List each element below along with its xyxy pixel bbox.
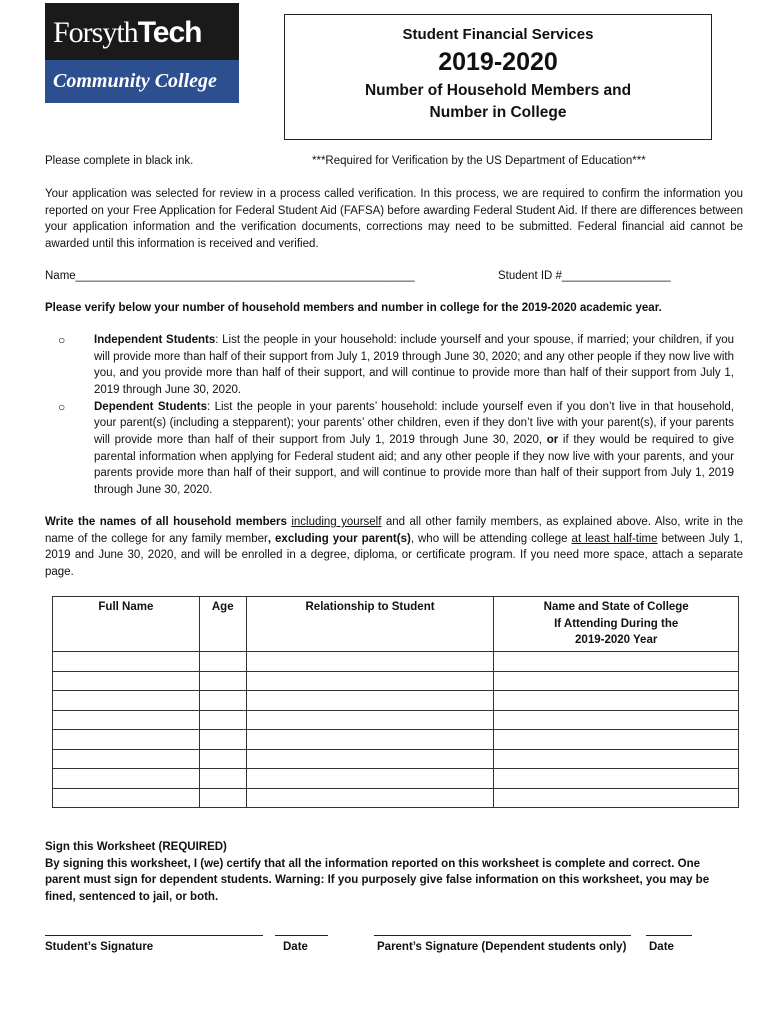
- instructions-text: , who will be attending college: [410, 532, 572, 545]
- table-header-row: [53, 597, 739, 652]
- independent-text: : List the people in your household: include yourself and your spouse, if married; your children, if you will provide more than half of their support from July 1, 2019 through June 30, 2020; and any other people if they now live with you, and you provide more than half of their support, and will continue to provide more than half of their support from July 1, 2019 through June 30, 2020.: [94, 334, 735, 397]
- dependent-text-b: if they would be required to give parental information when applying for Federal student aid; and any other people if they now live with your parents, and your parents provide more than half of their support, and will continue to provide more than half of their support from July 1, 2019 through June 30, 2020.: [94, 434, 734, 497]
- cell[interactable]: [199, 671, 246, 691]
- cell[interactable]: [494, 652, 739, 672]
- col-age: Age: [199, 597, 246, 652]
- cell[interactable]: [494, 671, 739, 691]
- college-header-line: If Attending During the: [554, 617, 679, 630]
- required-note: ***Required for Verification by the US Department of Education***: [312, 155, 646, 167]
- cell[interactable]: [246, 769, 494, 789]
- instructions-text: between July 1, 2019 and June 30, 2020, and will be enrolled in a degree, diploma, or certificate program. If you need more space, attach a separate page.: [45, 532, 743, 579]
- cell[interactable]: [53, 788, 200, 808]
- list-item: [58, 332, 734, 399]
- cell[interactable]: [246, 652, 494, 672]
- instructions-text: and all other family members, as explained above. Also, write in the name of the college for any family member: [45, 516, 743, 545]
- table-row[interactable]: [53, 730, 739, 750]
- cell[interactable]: [246, 788, 494, 808]
- cell[interactable]: [53, 749, 200, 769]
- table-row[interactable]: [53, 652, 739, 672]
- parent-date-label: Date: [649, 941, 674, 953]
- table-row[interactable]: [53, 769, 739, 789]
- cell[interactable]: [199, 788, 246, 808]
- logo-bottom-text: Community College: [53, 70, 217, 92]
- student-signature-line[interactable]: [45, 935, 263, 936]
- instructions-bold: Write the names of all household members: [45, 516, 287, 528]
- independent-title: Independent Students: [94, 334, 216, 346]
- cell[interactable]: [199, 769, 246, 789]
- intro-paragraph: Your application was selected for review in a process called verification. In this process, we are required to confirm the information you reported on your Free Application for Federal Student Aid (FAFSA) before awarding Federal Student Aid. If there are differences between your application information and the verification documents, corrections may need to be submitted. Federal financial aid cannot be awarded until this information is received and verified.: [45, 188, 743, 251]
- student-signature-label: Student’s Signature: [45, 941, 154, 953]
- parent-signature-line[interactable]: [374, 935, 631, 936]
- cell[interactable]: [494, 730, 739, 750]
- list-item: [58, 399, 734, 499]
- or-emphasis: or: [546, 434, 559, 447]
- parent-date-line[interactable]: [646, 935, 692, 936]
- cell[interactable]: [53, 730, 200, 750]
- verify-heading: Please verify below your number of household members and number in college for the 2019-2020 academic year.: [45, 302, 662, 314]
- cell[interactable]: [494, 788, 739, 808]
- cell[interactable]: [246, 691, 494, 711]
- cell[interactable]: [494, 769, 739, 789]
- cell[interactable]: [53, 671, 200, 691]
- table-row[interactable]: [53, 710, 739, 730]
- table-row[interactable]: [53, 749, 739, 769]
- circle-bullet-icon: ○: [58, 399, 66, 414]
- cell[interactable]: [199, 691, 246, 711]
- cell[interactable]: [246, 671, 494, 691]
- excluding-parents: , excluding your parent(s): [267, 532, 411, 545]
- cell[interactable]: [494, 710, 739, 730]
- form-title-line2: Number in College: [429, 104, 567, 122]
- cell[interactable]: [199, 710, 246, 730]
- student-id-field[interactable]: Student ID #_________________: [498, 270, 671, 282]
- cell[interactable]: [199, 749, 246, 769]
- student-type-list: [58, 332, 734, 499]
- dependent-text-a: : List the people in your parents’ household: include yourself even if you don’t live in that household, your parent(s) (including a stepparent); your parents’ other children, even if they don’t live with your parent(s), if your parents will provide more than half of their support from July 1, 2019 through June 30, 2020,: [94, 400, 734, 447]
- household-table: [52, 596, 739, 808]
- cell[interactable]: [53, 691, 200, 711]
- cell[interactable]: [199, 730, 246, 750]
- sign-heading: Sign this Worksheet (REQUIRED): [45, 841, 227, 853]
- cell[interactable]: [53, 710, 200, 730]
- col-relationship: Relationship to Student: [246, 597, 494, 652]
- form-title-line1: Number of Household Members and: [364, 82, 632, 99]
- table-row[interactable]: [53, 691, 739, 711]
- cell[interactable]: [246, 710, 494, 730]
- table-row[interactable]: [53, 671, 739, 691]
- department-name: Student Financial Services: [402, 26, 594, 43]
- sign-certification: By signing this worksheet, I (we) certify that all the information reported on this worksheet is complete and correct. One parent must sign for dependent students. Warning: If you purposely give false information on this worksheet, you may be fined, sentenced to jail, or both.: [45, 857, 710, 904]
- college-header-line: Name and State of College: [543, 601, 689, 613]
- parent-signature-label: Parent’s Signature (Dependent students only): [377, 941, 627, 953]
- student-date-line[interactable]: [275, 935, 328, 936]
- sign-section: [45, 839, 735, 906]
- cell[interactable]: [53, 652, 200, 672]
- dependent-title: Dependent Students: [94, 400, 208, 413]
- including-yourself: including yourself: [291, 516, 382, 528]
- form-header-box: [284, 14, 712, 140]
- name-field[interactable]: Name_____________________________________________________: [45, 270, 415, 282]
- cell[interactable]: [199, 652, 246, 672]
- logo-top-text: ForsythTech: [53, 15, 202, 49]
- academic-year: 2019-2020: [438, 47, 558, 76]
- col-full-name: Full Name: [53, 597, 200, 652]
- forsyth-tech-logo: [45, 3, 239, 103]
- household-instructions: [45, 514, 743, 581]
- cell[interactable]: [494, 691, 739, 711]
- cell[interactable]: [246, 730, 494, 750]
- circle-bullet-icon: ○: [58, 333, 66, 347]
- cell[interactable]: [53, 769, 200, 789]
- ink-note: Please complete in black ink.: [45, 155, 194, 167]
- student-date-label: Date: [283, 941, 308, 953]
- col-college: [494, 597, 739, 652]
- table-row[interactable]: [53, 788, 739, 808]
- half-time: at least half-time: [571, 532, 658, 545]
- cell[interactable]: [494, 749, 739, 769]
- college-header-line: 2019-2020 Year: [575, 634, 658, 647]
- cell[interactable]: [246, 749, 494, 769]
